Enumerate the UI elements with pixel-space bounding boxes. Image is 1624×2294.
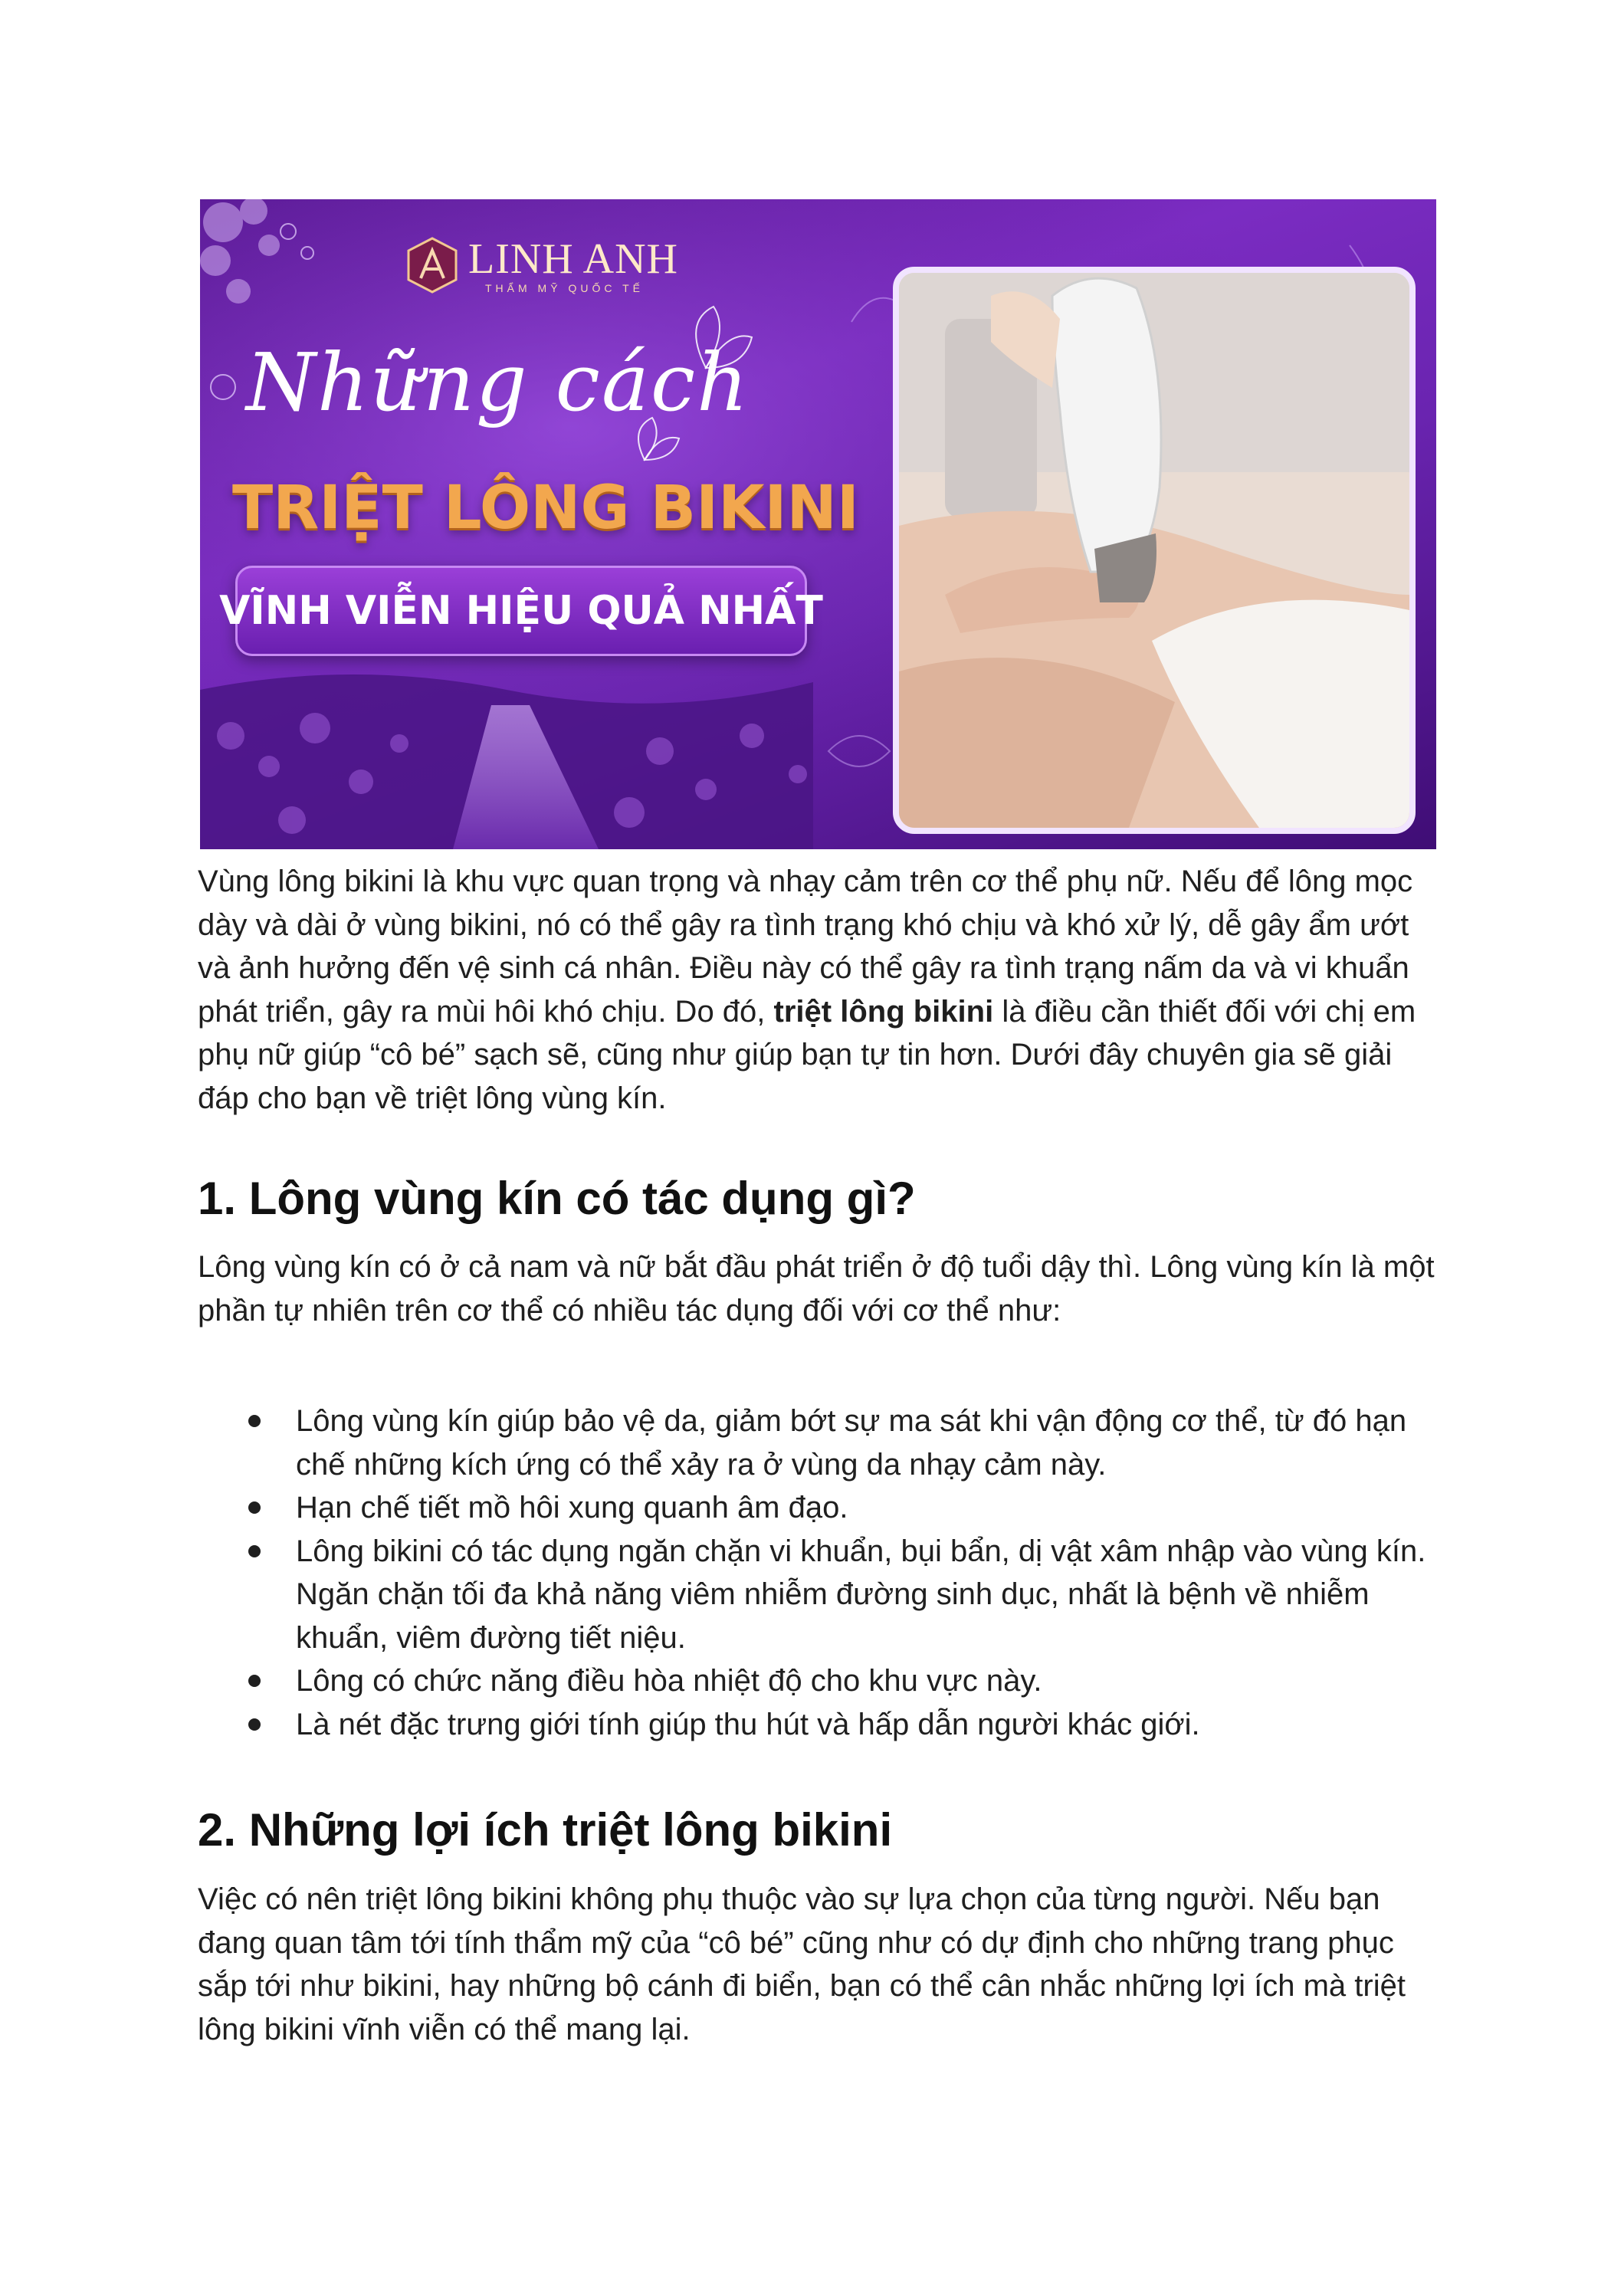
bullet-text: Là nét đặc trưng giới tính giúp thu hút và hấp dẫn người khác giới. bbox=[296, 1707, 1200, 1741]
intro-text-end: là điều cần thiết đối với chị em phụ nữ giúp “cô bé” sạch sẽ, cũng như giúp bạn tự tin hơn. Dưới đây chuyên gia sẽ giải đáp cho bạn về triệt lông vùng kín. bbox=[198, 994, 1416, 1115]
list-item bbox=[198, 1703, 1455, 1747]
brand-tagline: THẨM MỸ QUỐC TẾ bbox=[485, 282, 644, 294]
list-item bbox=[198, 1486, 1455, 1530]
section2-paragraph: Việc có nên triệt lông bikini không phụ thuộc vào sự lựa chọn của từng người. Nếu bạn đang quan tâm tới tính thẩm mỹ của “cô bé” cũng như có dự định cho những trang phục sắp tới như bikini, hay những bộ cánh đi biển, bạn có thể cân nhắc những lợi ích mà triệt lông bikini vĩnh viễn có thể mang lại. bbox=[198, 1882, 1406, 2046]
banner-subtitle: VĨNH VIỄN HIỆU QUẢ NHẤT bbox=[219, 588, 823, 634]
intro-text-start: Vùng lông bikini là khu vực quan trọng và nhạy cảm trên cơ thể phụ nữ. Nếu để lông mọc dày và dài ở vùng bikini, nó có thể gây ra tình trạng khó chịu và khó xử lý, dễ gây ẩm ướt và ảnh hưởng đến vệ sinh cá nhân. Điều này có thể gây ra tình trạng nấm da và vi khuẩn phát triển, gây ra mùi hôi khó chịu. Do đó, bbox=[198, 865, 1413, 1029]
section2-heading: 2. Những lợi ích triệt lông bikini bbox=[198, 1804, 893, 1856]
bullet-text: Lông có chức năng điều hòa nhiệt độ cho khu vực này. bbox=[296, 1664, 1042, 1698]
bullet-text: Lông bikini có tác dụng ngăn chặn vi khuẩn, bụi bẩn, dị vật xâm nhập vào vùng kín. Ngăn chặn tối đa khả năng viêm nhiễm đường sinh dục, nhất là bệnh về nhiễm khuẩn, viêm đường tiết niệu. bbox=[296, 1534, 1426, 1655]
banner-subtitle-pill bbox=[219, 566, 823, 656]
treatment-photo bbox=[893, 267, 1416, 834]
intro-paragraph bbox=[198, 860, 1439, 1120]
list-item bbox=[198, 1659, 1455, 1703]
brand-lockup bbox=[407, 236, 678, 294]
list-item bbox=[198, 1400, 1455, 1486]
banner-main-title: TRIỆT LÔNG BIKINI bbox=[232, 474, 859, 543]
banner-script-title: Những cách bbox=[246, 336, 750, 429]
bullet-icon bbox=[248, 1415, 261, 1427]
intro-bold-keyword: triệt lông bikini bbox=[773, 994, 994, 1029]
section1-bullet-list bbox=[198, 1400, 1455, 1746]
bullet-icon bbox=[248, 1718, 261, 1731]
bullet-icon bbox=[248, 1545, 261, 1557]
laser-device-photo-illustration bbox=[899, 273, 1409, 828]
bullet-text: Lông vùng kín giúp bảo vệ da, giảm bớt sự ma sát khi vận động cơ thể, từ đó hạn chế những kích ứng có thể xảy ra ở vùng da nhạy cảm này. bbox=[296, 1404, 1407, 1482]
section1-paragraph: Lông vùng kín có ở cả nam và nữ bắt đầu phát triển ở độ tuổi dậy thì. Lông vùng kín là một phần tự nhiên trên cơ thể có nhiều tác dụng đối với cơ thể như: bbox=[198, 1250, 1435, 1328]
brand-name: LINH ANH bbox=[468, 235, 678, 283]
section1-heading: 1. Lông vùng kín có tác dụng gì? bbox=[198, 1173, 916, 1224]
hero-banner bbox=[200, 199, 1436, 849]
bullet-icon bbox=[248, 1501, 261, 1514]
list-item bbox=[198, 1530, 1455, 1660]
bullet-icon bbox=[248, 1675, 261, 1687]
bullet-text: Hạn chế tiết mồ hôi xung quanh âm đạo. bbox=[296, 1491, 848, 1524]
linh-anh-logo-icon bbox=[407, 237, 458, 294]
